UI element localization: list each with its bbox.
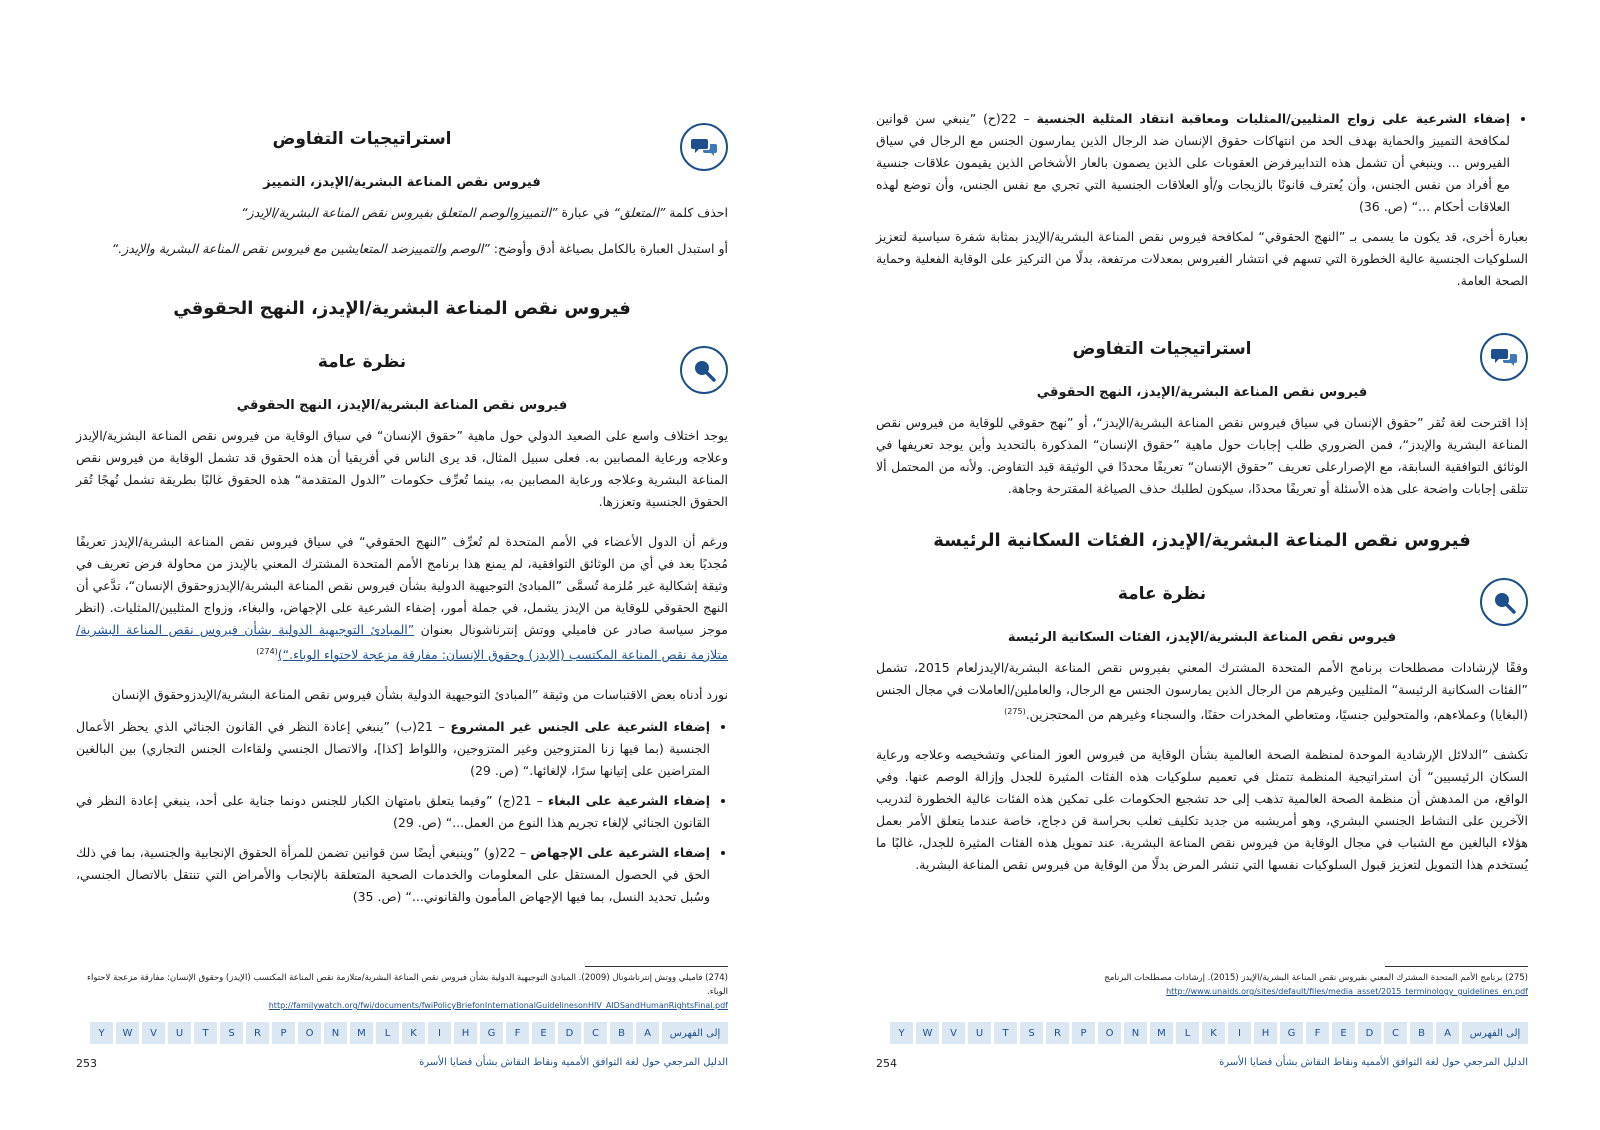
index-letter-l[interactable]: L [1176, 1022, 1199, 1044]
paragraph: وفقًا لإرشادات مصطلحات برنامج الأمم المتحدة المشترك المعني بفيروس نقص المناعة البشرية/الإيدزلعام 2015، تشمل ”الفئات السكانية الرئيسة“ المثليين وغيرهم من الرجال الذين يمارسون الجنس مع الرجال، والعاملين/العاملات في مجال الجنس (البغايا) وعملاءهم، والمتحولين جنسيًا، ومتعاطي المخدرات حقنًا، والسجناء وغيرهم من المحتجزين.$^{(275)}$ [876, 660, 1528, 723]
index-letter-g[interactable]: G [480, 1022, 503, 1044]
list-item: • إضفاء الشرعية على زواج المثليين/المثليات ومعاقبة انتقاد المثلية الجنسية – 22(ح) ”ينبغي سن قوانين لمكافحة التمييز والحماية بهدف الحد من انتهاكات حقوق الإنسان ضد الرجال الذين يمارسون الجنس مع الرجال في سياق الفيروس ... وينبغي أن تشمل هذه التدابيرفرض العقوبات على الذين يصمون بالعار الأشخاص الذين يقيمون علاقات جنسية مع أفراد من نفس الجنس، وأن يُعترف قانونًا بالزيجات و/أو العلاقات الجنسية التي تجري مع نفس الجنس، وأن توضع لهذه العلاقات أحكام ...“ (ص. 36) [876, 108, 1510, 218]
overview-body [876, 630, 1528, 886]
index-letter-h[interactable]: H [454, 1022, 477, 1044]
paragraph: يوجد اختلاف واسع على الصعيد الدولي حول ماهية ”حقوق الإنسان“ في سياق الوقاية من فيروس نقص المناعة البشرية/الإيدز وعلاجه ورعاية المصابين به. فعلى سبيل المثال، قد يرى الناس في أفريقيا أن هذه الحقوق قد تشمل الوقاية من فيروس نقص المناعة البشرية وعلاجه ورعاية المصابين به، بينما تُعرِّف حكومات ”الدول المتقدمة“ هذه الحقوق غالبًا بطريقة تشمل نُهجًا تُقر الحقوق الجنسية وتعززها. [76, 428, 728, 509]
index-letter-e[interactable]: E [1332, 1022, 1355, 1044]
main-heading: فيروس نقص المناعة البشرية/الإيدز، الفئات السكانية الرئيسة [933, 530, 1471, 551]
index-letter-g[interactable]: G [1280, 1022, 1303, 1044]
paragraph: نورد أدناه بعض الاقتباسات من وثيقة ”المبادئ التوجيهية الدولية بشأن فيروس نقص المناعة البشرية/الإيدزوحقوق الإنسان [111, 687, 728, 703]
index-letter-t[interactable]: T [994, 1022, 1017, 1044]
overview-body [76, 398, 728, 916]
index-home-button[interactable]: إلى الفهرس [1462, 1022, 1528, 1044]
index-letter-o[interactable]: O [1098, 1022, 1121, 1044]
index-letter-m[interactable]: M [350, 1022, 373, 1044]
index-letter-h[interactable]: H [1254, 1022, 1277, 1044]
footnote-ref: (274) [256, 647, 278, 656]
list-item: • إضفاء الشرعية على الإجهاض – 22(و) ”وينبغي أيضًا سن قوانين تضمن للمرأة الحقوق الإنجابية والجنسية، بما في ذلك الحق في الحصول المستقل على المعلومات والخدمات الصحية المتعلقة بالإنجاب والأمراض التي تنتقل بالاتصال الجنسي، وسُبل تحديد النسل، بما فيها الإجهاض المأمون والقانوني...“ (ص. 35) [76, 842, 710, 908]
index-letter-w[interactable]: W [916, 1022, 939, 1044]
index-letter-b[interactable]: B [610, 1022, 633, 1044]
index-letter-f[interactable]: F [1306, 1022, 1329, 1044]
negotiation-body [76, 175, 728, 270]
section-title: نظرة عامة [1117, 584, 1207, 604]
magnifier-icon [680, 346, 728, 394]
index-letter-t[interactable]: T [194, 1022, 217, 1044]
paragraph: تكشف ”الدلائل الإرشادية الموحدة لمنظمة الصحة العالمية بشأن الوقاية من فيروس العوز المناعي وتشخيصه وعلاجه ورعاية السكان الرئيسيين“ أن استراتيجية المنظمة تتمثل في تعميم سلوكيات هذه الفئات المثيرة للجدل وإزالة الوصم عنها. وفي الواقع، من المدهش أن منظمة الصحة العالمية تذهب إلى حد تشجيع الحكومات على تمكين هذه الفئات عالية الخطورة لتدريب الآخرين على النشاط الجنسي البشري، وهو أمريشبه من جديد تكليف ثعلب بحراسة قن دجاج، خاصة عندما يتعلق الأمر بعمل هؤلاء البالغين مع الشباب في مجال الوقاية من فيروس نقص المناعة البشرية. عند تمويل هذه الفئات المثيرة للجدل، غالبًا ما يُستخدم هذا التمويل لتعزيز قبول السلوكيات نفسها التي تنشر المرض بدلًا من الوقاية من فيروس نقص المناعة البشرية. [876, 747, 1528, 873]
continued-body [876, 108, 1528, 302]
footnote: (275) برنامج الأمم المتحدة المشترك المعني بفيروس نقص المناعة البشرية/الإيدز (2015). إرشادات مصطلحات البرنامج http://www.unaids.org/sites/default/files/media_asset/2015_terminology_guidelines_en.pdf [1104, 973, 1528, 996]
index-letter-n[interactable]: N [1124, 1022, 1147, 1044]
main-heading: فيروس نقص المناعة البشرية/الإيدز، النهج الحقوقي [173, 298, 631, 319]
footnote-link[interactable]: http://familywatch.org/fwi/documents/fwiPolicyBriefonInternationalGuidelinesonHIV_AIDSandHumanRightsFinal.pdf [268, 1001, 728, 1010]
footnote-divider [585, 966, 728, 967]
page-footer [876, 1057, 1528, 1073]
index-letter-v[interactable]: V [142, 1022, 165, 1044]
section-subtitle: فيروس نقص المناعة البشرية/الإيدز، النهج الحقوقي [236, 398, 568, 413]
index-letter-y[interactable]: Y [890, 1022, 913, 1044]
section-subtitle: فيروس نقص المناعة البشرية/الإيدز، النهج الحقوقي [1036, 385, 1368, 400]
policy-brief-link[interactable]: ”المبادئ التوجيهية الدولية بشأن فيروس نقص المناعة البشرية/متلازمة نقص المناعة المكتسب (الإيدز) وحقوق الإنسان: مفارقة مزعجة لاحتواء الوباء.“) [76, 622, 728, 663]
section-title: استراتيجيات التفاوض [1072, 339, 1252, 359]
index-letter-w[interactable]: W [116, 1022, 139, 1044]
speech-bubbles-icon [680, 123, 728, 171]
index-letter-r[interactable]: R [246, 1022, 269, 1044]
index-home-button[interactable]: إلى الفهرس [662, 1022, 728, 1044]
paragraph: أو استبدل العبارة بالكامل بصياغة أدق وأوضح: ”الوصم والتمييزضد المتعايشين مع فيروس نقص المناعة البشرية والإيدز.“ [111, 241, 728, 256]
paragraph: إذا اقترحت لغة تُقر ”حقوق الإنسان في سياق فيروس نقص المناعة البشرية/الإيدز“، أو ”نهج حقوقي للوقاية من فيروس نقص المناعة البشرية والإيدز“، فمن الضروري طلب إجابات حول ماهية ”حقوق الإنسان“ المذكورة بالتحديد وأين يوجد تعريفها في الوثائق التوافقية السابقة، مع الإصرارعلى تعريف ”حقوق الإنسان“ تعريفًا محددًا في الوثيقة قيد التفاوض. ولأنه من المحتمل ألا تتلقى إجابات واضحة على هذه الأسئلة أو تعريفًا محددًا، سيكون لطلبك حذف الصياغة المقترحة وجاهة. [876, 415, 1528, 496]
index-letter-k[interactable]: K [402, 1022, 425, 1044]
alphabet-index-bar [76, 1022, 728, 1044]
index-letter-a[interactable]: A [636, 1022, 659, 1044]
page-footer [76, 1057, 728, 1073]
paragraph: بعبارة أخرى، قد يكون ما يسمى بـ ”النهج الحقوقي“ لمكافحة فيروس نقص المناعة البشرية/الإيدز بمثابة شفرة سياسية لتعزيز السلوكيات الجنسية عالية الخطورة التي تسهم في انتشار الفيروس بمعدلات مرتفعة، بدلًا من التركيز على الوقاية الفعلية وحماية الصحة العامة. [876, 229, 1528, 288]
magnifier-icon [1480, 578, 1528, 626]
index-letter-p[interactable]: P [272, 1022, 295, 1044]
index-letter-e[interactable]: E [532, 1022, 555, 1044]
alphabet-index-bar [876, 1022, 1528, 1044]
paragraph: ورغم أن الدول الأعضاء في الأمم المتحدة لم تُعرِّف ”النهج الحقوقي“ في سياق فيروس نقص المناعة البشرية/الإيدز تعريفًا مُجديًا بعد في أي من الوثائق التوافقية، لم يمنع هذا برنامج الأمم المتحدة المشترك المعني بالإيدز من محاولة فرض تعريف في وثيقة إشكالية غير مُلزمة تُسمَّى ”المبادئ التوجيهية الدولية بشأن فيروس نقص المناعة البشرية/الإيدزوحقوق الإنسان“، تدَّعي أن النهج الحقوقي للوقاية من الإيدز يشمل، في جملة أمور، إضفاء الشرعية على الإجهاض، والبغاء، وزواج المثليين/المثليات. (انظر موجز سياسة صادر عن فاميلي ووتش إنترناشونال بعنوان ”المبادئ التوجيهية الدولية بشأن فيروس نقص المناعة البشرية/متلازمة نقص المناعة المكتسب (الإيدز) وحقوق الإنسان: مفارقة مزعجة لاحتواء الوباء.“)$^{(274)}$ [76, 534, 728, 663]
negotiation-body [876, 385, 1528, 510]
index-letter-b[interactable]: B [1410, 1022, 1433, 1044]
index-letter-u[interactable]: U [168, 1022, 191, 1044]
section-title: استراتيجيات التفاوض [272, 129, 452, 149]
index-letter-v[interactable]: V [942, 1022, 965, 1044]
index-letter-i[interactable]: I [1228, 1022, 1251, 1044]
index-letter-p[interactable]: P [1072, 1022, 1095, 1044]
index-letter-s[interactable]: S [1020, 1022, 1043, 1044]
section-subtitle: فيروس نقص المناعة البشرية/الإيدز، التمييز [263, 175, 541, 190]
index-letter-c[interactable]: C [1384, 1022, 1407, 1044]
page-number: 253 [76, 1057, 97, 1070]
list-item: • إضفاء الشرعية على الجنس غير المشروع – 21(ب) ”ينبغي إعادة النظر في القانون الجنائي الذي يحظر الأعمال الجنسية (بما فيها زنا المتزوجين وغير المتزوجين، واللواط [كذا]، والاتصال الجنسي ولقاءات الجنس التجاري) بين البالغين المتراضين على إتيانها سرًا، لإلغائها.“ (ص. 29) [76, 716, 710, 782]
index-letter-u[interactable]: U [968, 1022, 991, 1044]
footnote: (274) فاميلي ووتش إنترناشونال (2009). المبادئ التوجيهية الدولية بشأن فيروس نقص المناعة البشرية/متلازمة نقص المناعة المكتسب (الإيدز) وحقوق الإنسان: مفارقة مزعجة لاحتواء الوباء. http://familywatch.org/fwi/documents/fwiPolicyBriefonInternationalGuidelinesonHIV_AIDSandHumanRightsFinal.pdf [86, 973, 728, 1010]
index-letter-k[interactable]: K [1202, 1022, 1225, 1044]
footnote-divider [1385, 966, 1528, 967]
paragraph: احذف كلمة ”المتعلق“ في عبارة ”التمييزوالوصم المتعلق بفيروس نقص المناعة البشرية/الإيدز“ [241, 205, 728, 220]
footer-title: الدليل المرجعي حول لغة التوافق الأممية ونقاط النقاش بشأن قضايا الأسرة [1219, 1057, 1528, 1068]
index-letter-d[interactable]: D [1358, 1022, 1381, 1044]
index-letter-l[interactable]: L [376, 1022, 399, 1044]
index-letter-s[interactable]: S [220, 1022, 243, 1044]
section-subtitle: فيروس نقص المناعة البشرية/الإيدز، الفئات السكانية الرئيسة [1007, 630, 1397, 645]
index-letter-o[interactable]: O [298, 1022, 321, 1044]
index-letter-n[interactable]: N [324, 1022, 347, 1044]
page-254 [800, 0, 1600, 1130]
quote-list [76, 716, 728, 908]
index-letter-i[interactable]: I [428, 1022, 451, 1044]
footnote-link[interactable]: http://www.unaids.org/sites/default/files/media_asset/2015_terminology_guidelines_en.pdf [1166, 987, 1528, 996]
index-letter-y[interactable]: Y [90, 1022, 113, 1044]
speech-bubbles-icon [1480, 333, 1528, 381]
page-number: 254 [876, 1057, 897, 1070]
index-letter-m[interactable]: M [1150, 1022, 1173, 1044]
footer-title: الدليل المرجعي حول لغة التوافق الأممية ونقاط النقاش بشأن قضايا الأسرة [419, 1057, 728, 1068]
index-letter-r[interactable]: R [1046, 1022, 1069, 1044]
index-letter-c[interactable]: C [584, 1022, 607, 1044]
footnote-ref: (275) [1004, 707, 1026, 716]
section-title: نظرة عامة [317, 352, 407, 372]
index-letter-f[interactable]: F [506, 1022, 529, 1044]
index-letter-d[interactable]: D [558, 1022, 581, 1044]
list-item: • إضفاء الشرعية على البغاء – 21(ج) ”وفيما يتعلق بامتهان الكبار للجنس دونما جناية على أحد، ينبغي إعادة النظر في القانون الجنائي لإلغاء تجريم هذا النوع من العمل...“ (ص. 29) [76, 790, 710, 834]
index-letter-a[interactable]: A [1436, 1022, 1459, 1044]
quote-list [876, 108, 1528, 218]
